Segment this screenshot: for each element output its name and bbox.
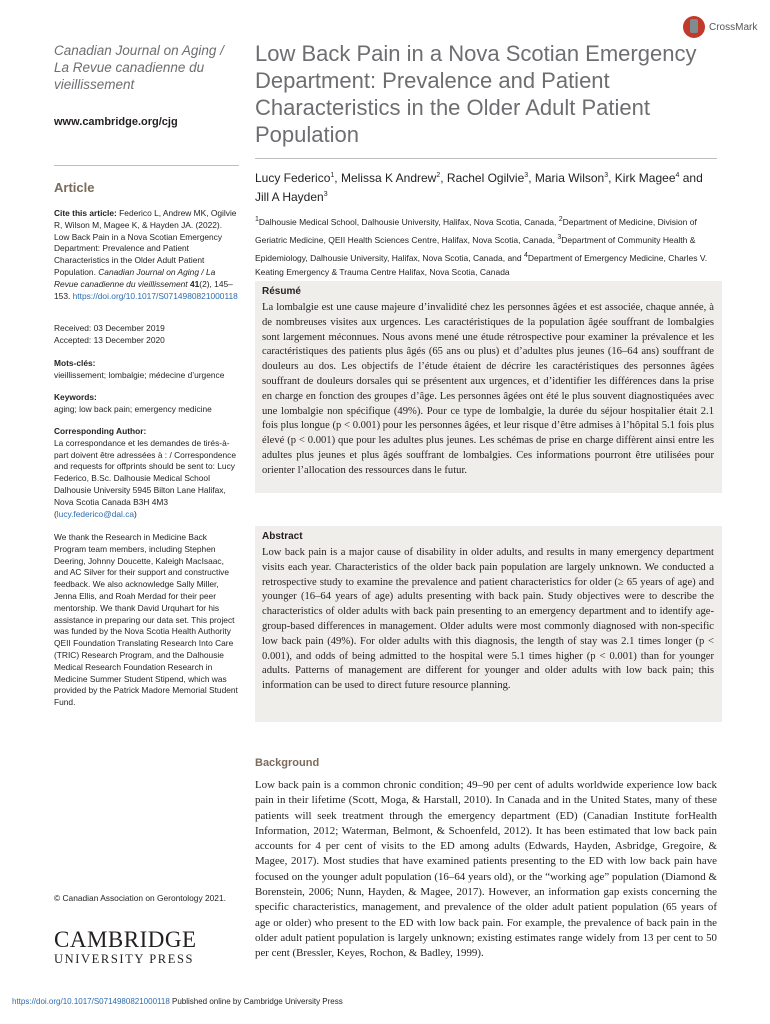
author-separator: , [440,171,447,185]
affiliation-marker: 2 [558,216,563,223]
citation-text: Federico L, Andrew MK, Ogilvie R, Wilson M, Magee K, & Hayden JA. (2022). Low Back Pain in a Nova Scotian Emergency Department: Prevalence and Patient Characteristics in the Older Adult Patient Population. [54,208,237,277]
affiliation-text: Dalhousie Medical School, Dalhousie University, Halifax, Nova Scotia, Canada, [258,216,559,227]
background-text: Low back pain is a common chronic condition; 49–90 per cent of adults worldwide experience low back pain in their lifetime (Scott, Moga, & Harstall, 2010). In Canada and in the United States, many of these patients will seek treatment through the emergency department (ED) (Canadian Institute forHealth Information, 2012; Waterman, Belmont, & Schoenfeld, 2012). It has been estimated that low back pain accounts for 4 per cent of visits to the ED among adults (Edwards, Hayden, Asbridge, Gregoire, & Magee, 2017). Most studies that have examined patients presenting to the ED with low back pain have focused on the younger adult population (16–64 years old), or the “working age” population (Diamond & Borenstein, 2006; Nunn, Hayden, & Magee, 2017). However, an information gap exists concerning the specific characteristics, management, and prevalence of the older adult patient population (65 years of age or older) who present to the ED with low back pain. For example, the prevalence of back pain in the older adult patient population is largely unknown; existing estimates range widely from 13 per cent to 50 per cent (Bressler, Keyes, Rochon, & Badley, 1999). [255,779,717,960]
crossmark-badge[interactable] [683,12,763,42]
resume-box [255,281,722,493]
affiliation-text: Department of Emergency Medicine, Charles V. Keating Emergency & Trauma Centre Halifax, Nova Scotia, Canada [255,252,708,278]
correspondence-label: Corresponding Author: [54,426,147,436]
citation-block [54,208,239,302]
citation-volume: 41 [189,278,200,289]
correspondence-block: Corresponding Author: La correspondance et les demandes de tirés-à-part doivent être adressées à : / Correspondence and requests for offprints should be sent to: Lucy Federico, B.Sc. Dalhousie Medical School Dalhousie University 5945 Bilton Lane Halifax, Nova Scotia Canada B3H 4M3 (lucy.federico@dal.ca) [54,426,239,520]
author-separator: , [334,171,341,185]
resume-text: La lombalgie est une cause majeure d’invalidité chez les personnes âgées et est associée, chaque année, à de nombreuses visites aux urgences. Les caractéristiques de la population âgée souffrant de lombalgies sont largement méconnues. Nous avons mené une étude rétrospective pour examiner la prévalence et les caractéristiques des patients plus âgés (65 ans ou plus) et d’adultes plus jeunes (16–64 ans) souffrant de douleurs au dos. Les objectifs de l’étude étaient de décrire les caractéristiques des personnes âgées souffrant de douleurs dorsales qui se présentent aux urgences, et d’identifier les différences dans la prise en charge en fonction des groupes d’âge. Les personnes âgées ont été le plus souvent diagnostiquées avec une lombalgie non spécifique (49%). Pour ce type de lombalgie, la durée du séjour hospitalier était 2.1 fois plus longue (p < 0.001) pour les personnes âgées, et leur risque d’être admises à l’hôpital 5.1 fois plus élevé (p < 0.001) que pour les adultes plus jeunes. Les schémas de prise en charge diffèrent ainsi entre les adultes plus jeunes et plus âgés souffrant de lombalgies. Ces informations pourront être utilisées pour orienter l’allocation des ressources dans le futur. [262,302,714,476]
abstract-box [255,526,722,722]
abstract-heading: Abstract [262,531,303,542]
affiliation-marker: 1 [255,216,259,223]
citation-doi-link[interactable]: https://doi.org/10.1017/S0714980821000118 [72,290,238,301]
publisher-logo [54,928,204,966]
affiliation-text: Department of Medicine, Division of Geriatric Medicine, QEII Health Sciences Centre, Halifax, Nova Scotia, Canada, [255,216,697,245]
author-separator: and [679,171,703,185]
author-affiliation-marker: 3 [323,190,328,198]
keywords-en-label: Keywords: [54,392,97,402]
accepted-date: Accepted: 13 December 2020 [54,334,165,345]
author-name: Maria Wilson [534,171,605,185]
journal-name-fr: La Revue canadienne du vieillissement [54,60,205,92]
correspondence-email-link[interactable]: lucy.federico@dal.ca [56,508,135,519]
affiliation-marker: 3 [557,233,562,241]
background-heading: Background [255,757,320,769]
author-name: Lucy Federico [255,171,331,185]
keywords-en-block [54,392,239,416]
received-date: Received: 03 December 2019 [54,323,165,333]
journal-name [54,42,240,93]
author-affiliation-marker: 2 [436,172,441,179]
footer-doi-link[interactable]: https://doi.org/10.1017/S0714980821000118 [12,997,170,1006]
author-affiliation-marker: 1 [330,172,335,179]
keywords-fr-label: Mots-clés: [54,358,96,368]
affiliation-marker: 4 [524,251,528,259]
affiliation-text: Department of Community Health & Epidemiology, Dalhousie University, Halifax, Nova Scotia, Canada, and [255,234,696,263]
keywords-fr-block [54,358,239,382]
article-title: Low Back Pain in a Nova Scotian Emergency Department: Prevalence and Patient Characteristics in the Older Adult Patient Population [255,41,697,147]
crossmark-label: CrossMark [709,21,758,33]
citation-issue-pages: (2), 145–153. [54,278,233,301]
abstract-text: Low back pain is a major cause of disability in older adults, and results in many emergency department visits each year. Characteristics of the older back pain population are largely unknown. We conducted a retrospective study to examine the prevalence and patient characteristics for older (≥ 65 years of age) and younger (16–64 years of age) adults presenting with back pain. Study objectives were to describe the characteristics of older adults with back pain presenting to an emergency department and to identify age-group-based differences in management. Older adults were most commonly diagnosed with non-specific low back pain (49%). For older adults with this diagnosis, the length of stay was 2.1 times longer (p < 0.001), and odds of being admitted to the hospital were 5.1 times higher (p < 0.001) than for younger adults. Patterns of management are different for younger and older adults with low back pain; this information can be used to direct future resource planning. [262,547,714,692]
author-affiliation-marker: 4 [675,172,680,179]
affiliation-list [255,212,720,280]
correspondence-text: La correspondance et les demandes de tirés-à-part doivent être adressées à : / Correspondence and requests for offprints should be sent to: Lucy Federico, B.Sc. Dalhousie Medical School Dalhousie University 5945 Bilton Lane Halifax, Nova Scotia Canada B3H 4M3 [54,437,237,507]
author-name: Melissa K Andrew [340,171,437,185]
citation-journal: Canadian Journal on Aging / La Revue canadienne du vieillissement [54,266,216,289]
author-name: Kirk Magee [614,171,676,185]
author-separator: , [608,171,615,185]
author-affiliation-marker: 3 [524,172,529,179]
author-name: Jill A Hayden [255,189,324,204]
publisher-logo-line1: CAMBRIDGE [54,927,197,952]
left-divider [54,165,239,166]
journal-url[interactable]: www.cambridge.org/cjg [54,116,178,128]
footer-text: Published online by Cambridge University Press [169,997,343,1006]
citation-label: Cite this article: [54,208,117,218]
crossmark-icon [683,16,705,38]
author-list [255,168,720,205]
journal-name-en: Canadian Journal on Aging / [54,43,224,58]
resume-heading: Résumé [262,286,301,297]
page-footer [12,997,343,1006]
author-name: Rachel Ogilvie [446,171,525,185]
keywords-en-text: aging; low back pain; emergency medicine [54,403,212,414]
dates-block [54,323,239,347]
title-divider [255,158,717,159]
copyright-notice: © Canadian Association on Gerontology 2021. [54,893,226,903]
keywords-fr-text: vieillissement; lombalgie; médecine d’urgence [54,369,225,380]
author-separator: , [528,171,535,185]
author-affiliation-marker: 3 [604,172,609,179]
acknowledgements: We thank the Research in Medicine Back Program team members, including Stephen Deering, Johnny Doucette, Kaleigh MacIsaac, and AC Silver for their support and constructive feedback. We also acknowledge Sally Miller, Jenna Ellis, and Roah Merdad for their peer mentorship. We thank David Urquhart for his assistance in preparing our data set. This project was funded by the Nova Scotia Health Authority QEII Foundation Translating Research Into Care (TRIC) Research Program, and the Dalhousie Medical Research Foundation Research in Medicine Summer Student Stipend, which was provided by the Patrick Madore Memorial Student Fund. [54,532,238,708]
publisher-logo-line2: UNIVERSITY PRESS [54,952,195,966]
article-type-label: Article [54,180,95,195]
